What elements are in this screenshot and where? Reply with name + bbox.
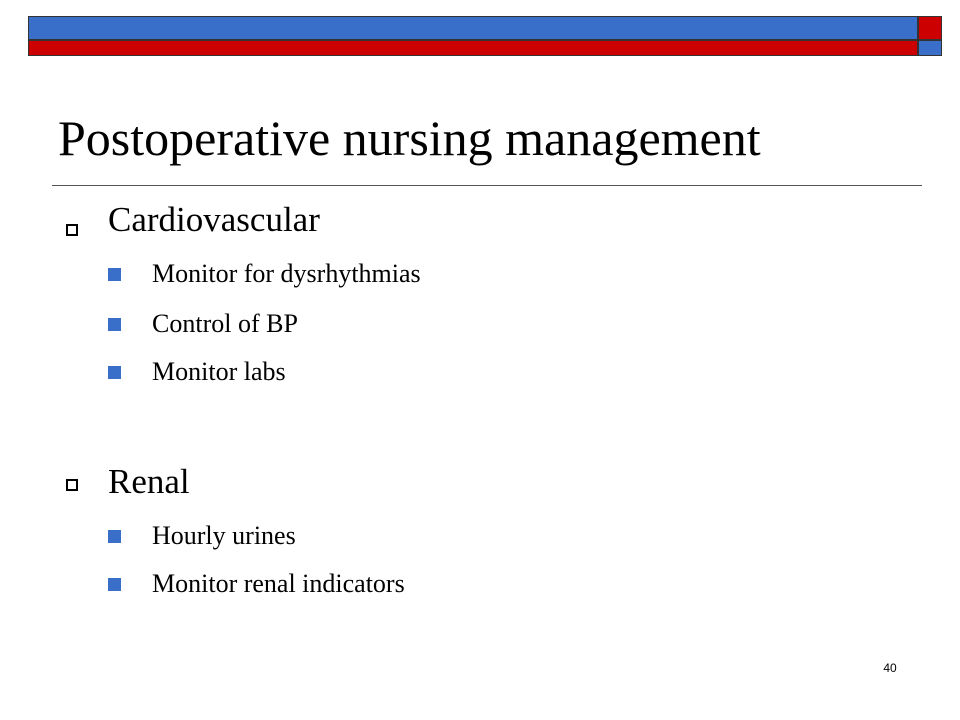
list-item: Monitor for dysrhythmias xyxy=(152,259,421,288)
section-heading-cardiovascular: Cardiovascular xyxy=(108,200,320,239)
header-corner-red xyxy=(918,16,942,40)
header-bar-red xyxy=(28,40,918,56)
hollow-square-bullet-icon xyxy=(66,479,78,491)
list-item: Monitor renal indicators xyxy=(152,569,405,598)
page-number: 40 xyxy=(883,661,897,675)
hollow-square-bullet-icon xyxy=(66,224,78,236)
square-bullet-icon xyxy=(108,318,121,331)
square-bullet-icon xyxy=(108,366,121,379)
slide-title: Postoperative nursing management xyxy=(58,110,761,166)
list-item: Monitor labs xyxy=(152,357,286,386)
list-item: Control of BP xyxy=(152,309,298,338)
square-bullet-icon xyxy=(108,530,121,543)
square-bullet-icon xyxy=(108,578,121,591)
list-item: Hourly urines xyxy=(152,521,296,550)
section-heading-renal: Renal xyxy=(108,462,190,501)
square-bullet-icon xyxy=(108,268,121,281)
title-underline xyxy=(52,185,922,186)
header-corner-blue xyxy=(918,40,942,56)
header-bar-blue xyxy=(28,16,918,40)
